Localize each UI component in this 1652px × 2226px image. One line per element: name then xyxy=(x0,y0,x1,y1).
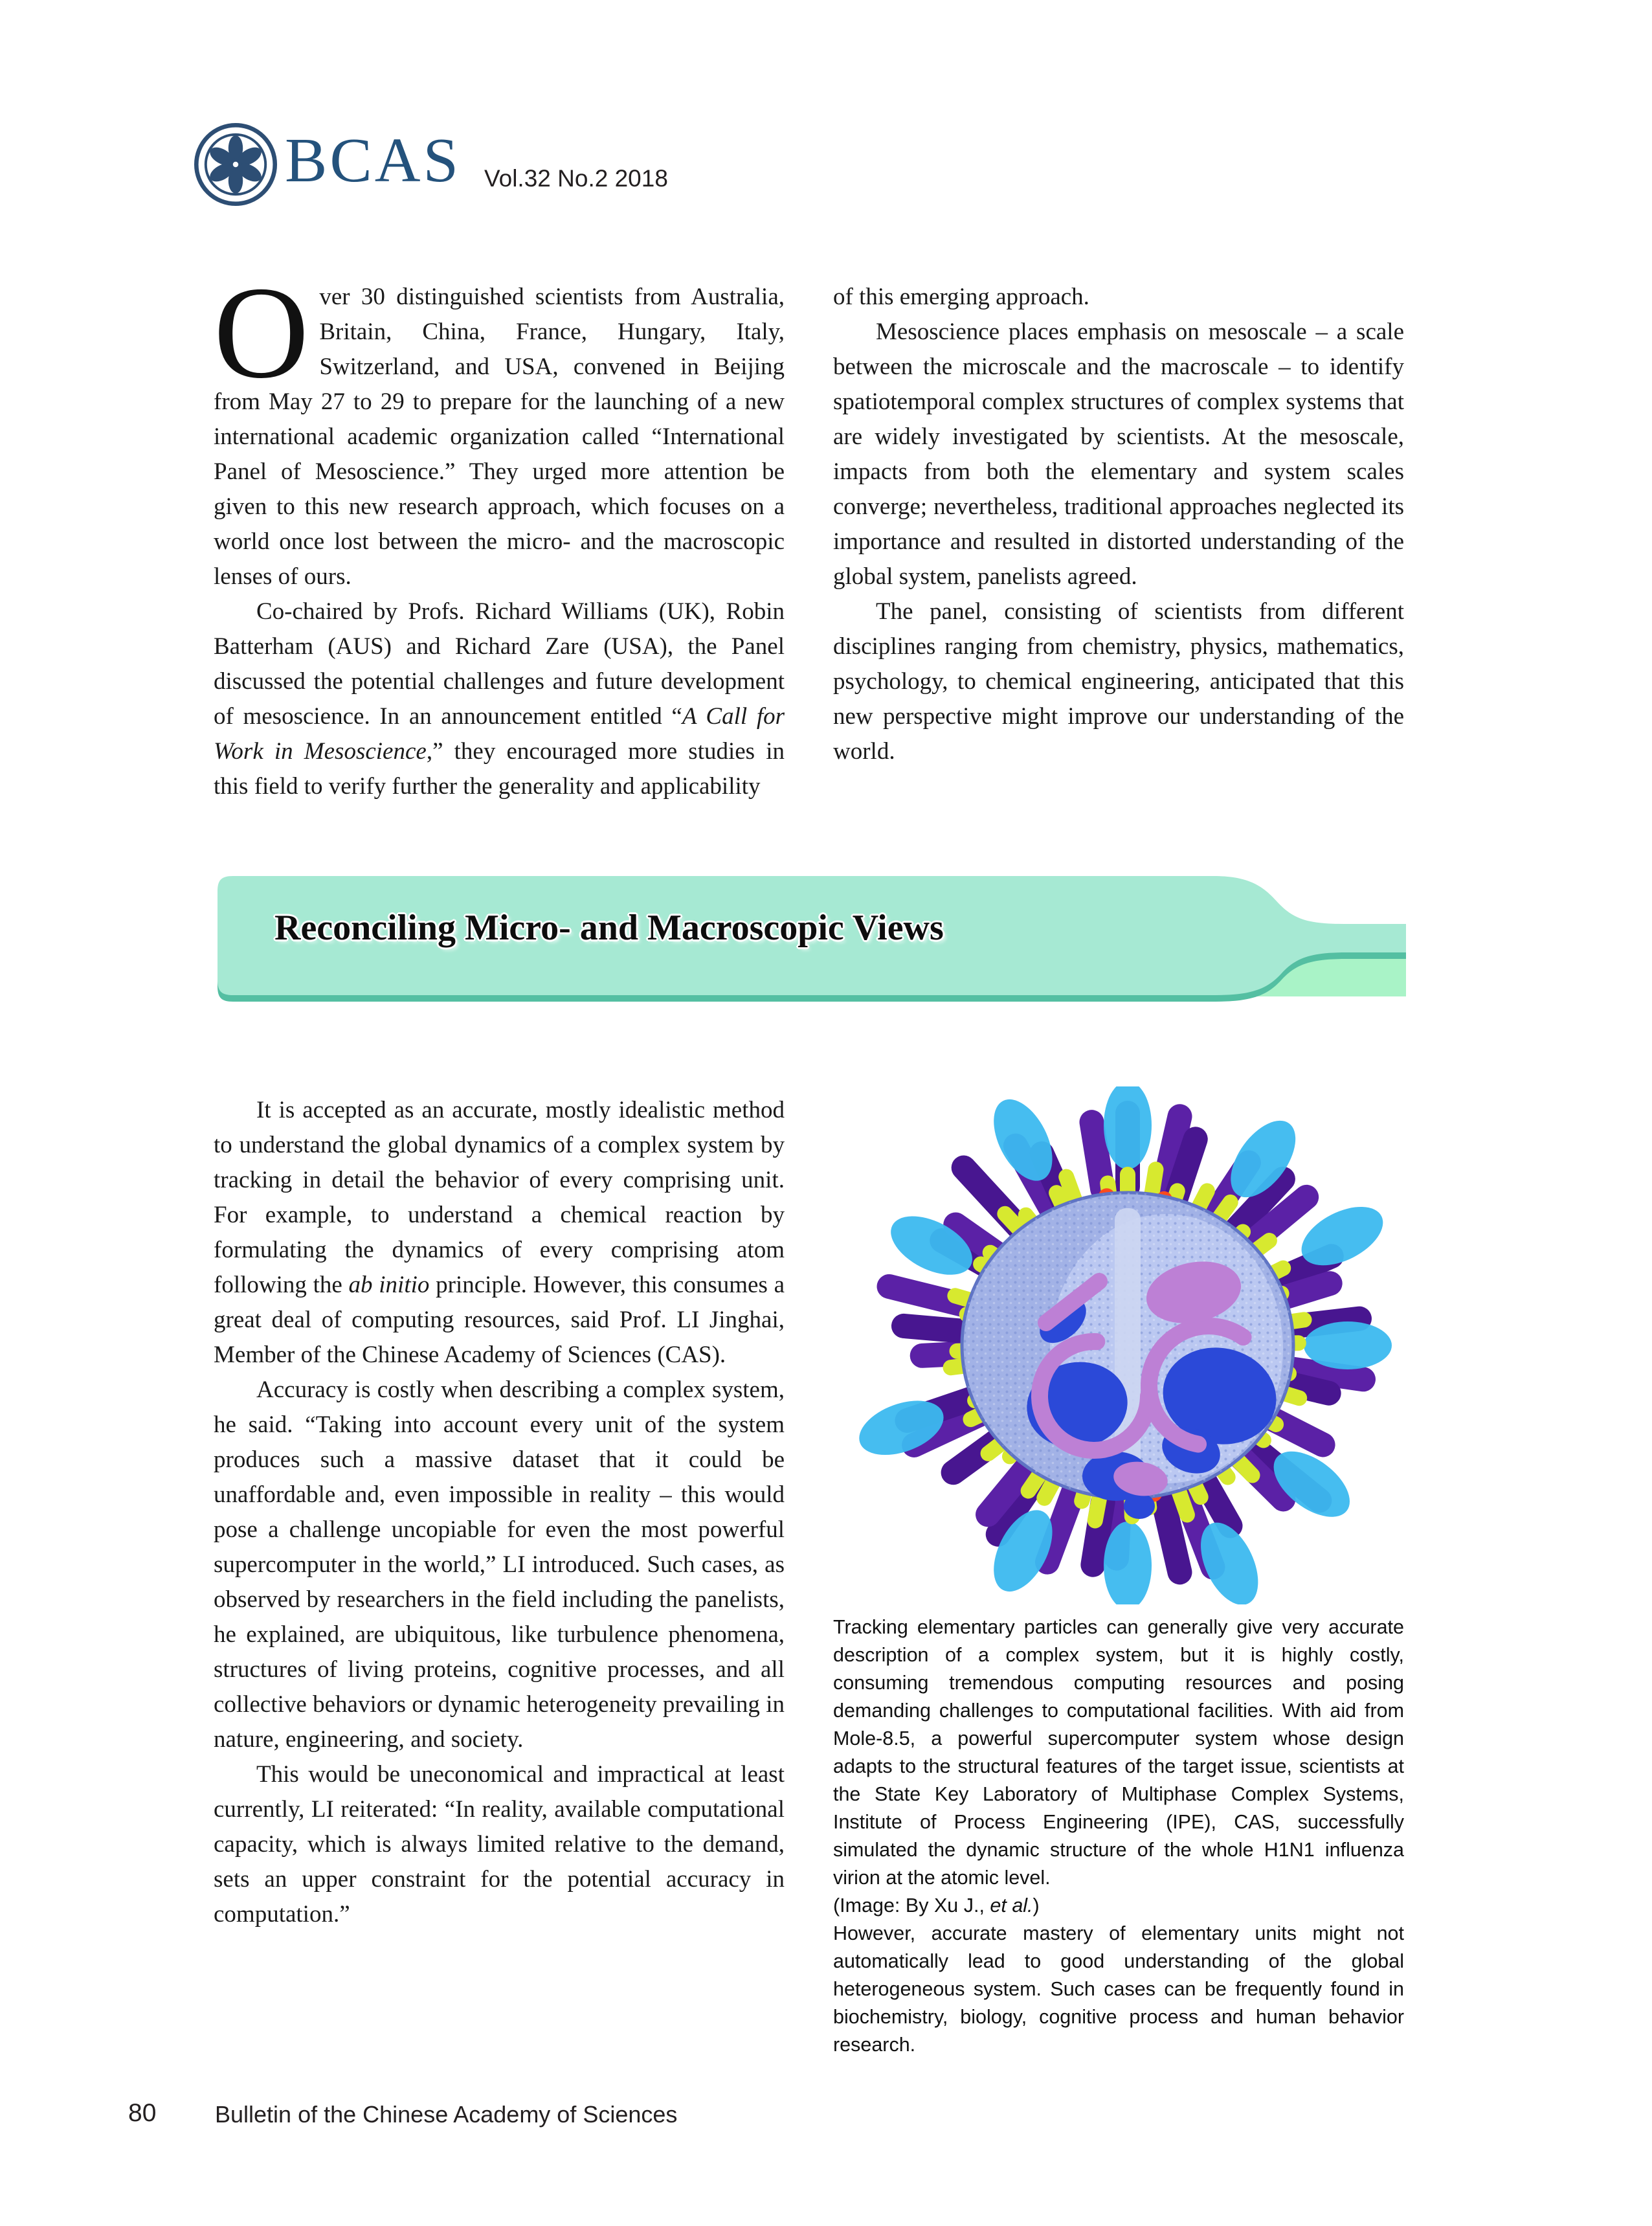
article-column-bottom-left xyxy=(214,1093,785,1932)
italic-term: ab initio xyxy=(348,1272,430,1298)
figure-caption xyxy=(833,1613,1404,2059)
caption-paragraph: Tracking elementary particles can generally give very accurate description of a complex system, but it is highly costly, consuming tremendous computing resources and posing demanding challenges to computational facilities. With aid from Mole-8.5, a powerful supercomputer system whose design adapts to the structural features of the target issue, scientists at the State Key Laboratory of Multiphase Complex Systems, Institute of Process Engineering (IPE), CAS, successfully simulated the dynamic structure of the whole H1N1 influenza virion at the atomic level. xyxy=(833,1616,1404,1889)
article-column-top-left xyxy=(214,260,785,804)
paragraph-text: Co-chaired by Profs. Richard Williams (UK), Robin Batterham (AUS) and Richard Zare (USA), the Panel discussed the potential challenges and future development of mesoscience. In an announcement entitled “ xyxy=(214,598,785,730)
paragraph-text: ,” they encouraged more studies in this field to verify further the generality and applicability xyxy=(214,738,785,800)
paragraph xyxy=(214,260,785,594)
paragraph-text: It is accepted as an accurate, mostly idealistic method to understand the global dynamics of a complex system by tracking in detail the behavior of every comprising unit. For example, to understand a chemical reaction by formulating the dynamics of every comprising atom following the xyxy=(214,1097,785,1298)
italic-etal: et al. xyxy=(990,1894,1033,1917)
issue-label: Vol.32 No.2 2018 xyxy=(484,165,668,192)
paragraph: The panel, consisting of scientists from different disciplines ranging from chemistry, physics, mathematics, psychology, to chemical engineering, anticipated that this new perspective might improve our understanding of the world. xyxy=(833,598,1404,765)
paragraph: Accuracy is costly when describing a complex system, he said. “Taking into account every unit of the system produces such a massive dataset that it could be unaffordable and, even impossible in reality – this would pose a challenge uncopiable for even the most powerful supercomputer in the world,” LI introduced. Such cases, as observed by researchers in the field including the panelists, he explained, are ubiquitous, like turbulence phenomena, structures of living proteins, cognitive processes, and all collective behaviors or dynamic heterogeneity prevailing in nature, engineering, and society. xyxy=(214,1377,785,1753)
brand-wordmark: BCAS xyxy=(285,126,462,196)
paragraph xyxy=(214,1093,785,1373)
section-title: Reconciling Micro- and Macroscopic Views xyxy=(274,908,944,948)
caption-paragraph: However, accurate mastery of elementary units might not automatically lead to good understanding of the global heterogeneous system. Such cases can be frequently found in biochemistry, biology, cognitive process and human behavior research. xyxy=(833,1922,1404,2056)
journal-name: Bulletin of the Chinese Academy of Sciences xyxy=(215,2101,678,2128)
paragraph xyxy=(214,594,785,804)
page-number: 80 xyxy=(128,2099,157,2127)
paragraph: of this emerging approach. xyxy=(833,284,1089,310)
section-banner xyxy=(214,872,1406,1009)
paragraph: Mesoscience places emphasis on mesoscale – a scale between the microscale and the macroscale – to identify spatiotemporal complex structures of complex systems that are widely investigated by scientists. At the mesoscale, impacts from both the elementary and system scales converge; nevertheless, traditional approaches neglected its importance and resulted in distorted understanding of the global system, panelists agreed. xyxy=(833,319,1404,590)
drop-cap: O xyxy=(214,260,309,406)
italic-title: A Call for Work in Mesoscience xyxy=(214,703,785,765)
paragraph-text: principle. However, this consumes a great deal of computing resources, said Prof. LI Jinghai, Member of the Chinese Academy of Sciences (CAS). xyxy=(214,1272,785,1368)
h1n1-virion-illustration xyxy=(836,1086,1418,1604)
caption-text: ) xyxy=(1032,1894,1040,1917)
cas-logo-icon xyxy=(193,122,278,207)
caption-credit xyxy=(833,1892,1404,1920)
article-column-top-right xyxy=(833,280,1404,769)
paragraph: This would be uneconomical and impractical at least currently, LI reiterated: “In reality, available computational capacity, which is always limited relative to the demand, sets an upper constraint for the potential accuracy in computation.” xyxy=(214,1761,785,1928)
paragraph-text: ver 30 distinguished scientists from Australia, Britain, China, France, Hungary, Italy, Switzerland, and USA, convened in Beijing from May 27 to 29 to prepare for the launching of a new international academic organization called “International Panel of Mesoscience.” They urged more attention be given to this new research approach, which focuses on a world once lost between the micro- and the macroscopic lenses of ours. xyxy=(214,284,785,590)
caption-text: (Image: By Xu J., xyxy=(833,1894,990,1917)
